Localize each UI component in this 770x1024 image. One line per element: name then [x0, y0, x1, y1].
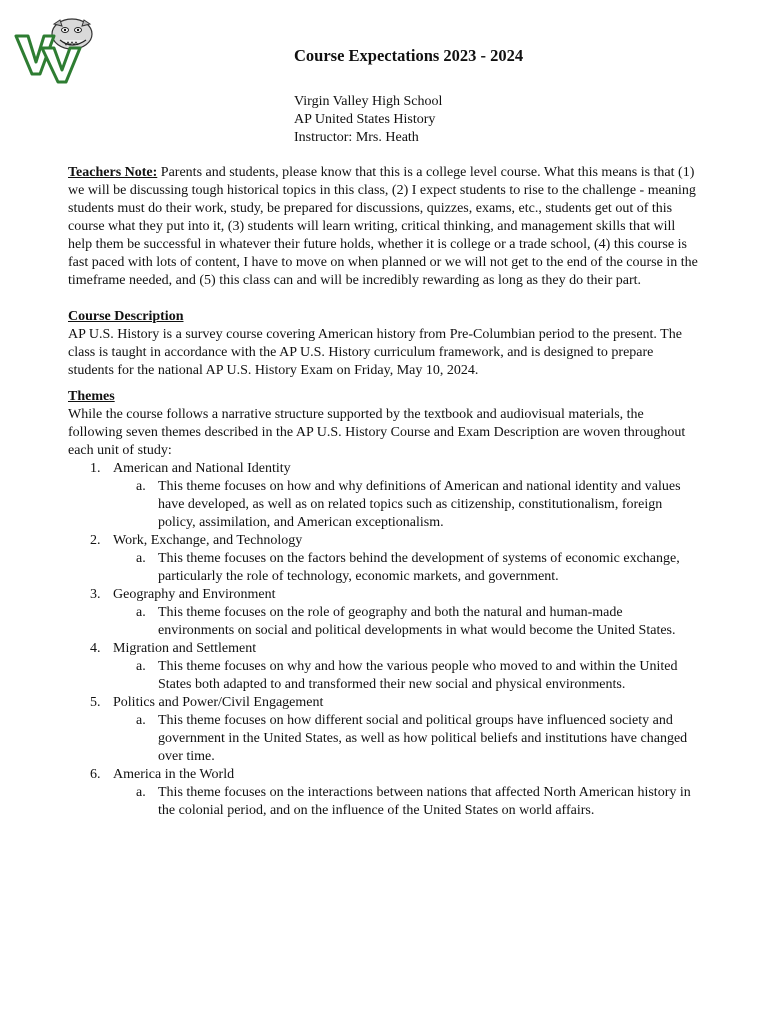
list-letter: a.	[136, 479, 146, 494]
course-description-heading: Course Description	[68, 309, 184, 324]
course-description-text: AP U.S. History is a survey course covering American history from Pre-Columbian period to the present. The class is taught in accordance with the AP U.S. History curriculum framework, and is designed to prepare students for the national AP U.S. History Exam on Friday, May 10, 2024.	[68, 327, 682, 378]
course-info-block	[294, 93, 442, 147]
theme-description: This theme focuses on how different social and political groups have influenced society and government in the United States, as well as how political beliefs and institutions have changed over time.	[158, 713, 688, 764]
sub-list-item	[68, 478, 700, 532]
list-number: 2.	[90, 533, 101, 548]
list-letter: a.	[136, 605, 146, 620]
document-title: Course Expectations 2023 - 2024	[294, 46, 524, 65]
theme-title: Politics and Power/Civil Engagement	[113, 695, 324, 710]
theme-description: This theme focuses on the interactions between nations that affected North American history in the colonial period, and on the influence of the United States on world affairs.	[158, 785, 691, 818]
list-number: 1.	[90, 461, 101, 476]
theme-title: American and National Identity	[113, 461, 291, 476]
sub-list-item	[68, 712, 700, 766]
school-logo	[14, 14, 98, 84]
list-item	[68, 460, 700, 478]
list-letter: a.	[136, 659, 146, 674]
sub-list-item	[68, 658, 700, 694]
sub-list-item	[68, 784, 700, 820]
list-letter: a.	[136, 785, 146, 800]
theme-title: Migration and Settlement	[113, 641, 257, 656]
instructor-name: Instructor: Mrs. Heath	[294, 130, 419, 145]
teachers-note-label: Teachers Note:	[68, 165, 158, 180]
list-number: 3.	[90, 587, 101, 602]
theme-description: This theme focuses on the factors behind the development of systems of economic exchange, particularly the role of technology, economic markets, and government.	[158, 551, 680, 584]
teachers-note-text: Parents and students, please know that this is a college level course. What this means is that (1) we will be discussing tough historical topics in this class, (2) I expect students to rise to the challenge - meaning students must do their work, study, be prepared for discussions, quizzes, exams, etc., students get out of this course what they put into it, (3) students will learn writing, critical thinking, and management skills that will help them be successful in whatever their future holds, whether it is college or a trade school, (4) this course is fast paced with lots of content, I have to move on when planned or we will not get to the end of the course in the timeframe needed, and (5) this class can and will be incredibly rewarding as long as they do their part.	[68, 165, 698, 288]
school-name: Virgin Valley High School	[294, 94, 443, 109]
list-item	[68, 766, 700, 784]
theme-title: Work, Exchange, and Technology	[113, 533, 303, 548]
sub-list-item	[68, 604, 700, 640]
list-number: 4.	[90, 641, 101, 656]
themes-heading: Themes	[68, 389, 115, 404]
list-item	[68, 694, 700, 712]
list-number: 6.	[90, 767, 101, 782]
bulldog-vv-logo-icon	[14, 14, 98, 84]
theme-title: Geography and Environment	[113, 587, 276, 602]
teachers-note	[68, 164, 700, 290]
list-number: 5.	[90, 695, 101, 710]
sub-list-item	[68, 550, 700, 586]
course-name: AP United States History	[294, 112, 436, 127]
list-letter: a.	[136, 713, 146, 728]
list-item	[68, 532, 700, 550]
theme-title: America in the World	[113, 767, 235, 782]
list-letter: a.	[136, 551, 146, 566]
theme-description: This theme focuses on how and why definitions of American and national identity and values have developed, as well as on related topics such as citizenship, constitutionalism, foreign policy, assimilation, and American exceptionalism.	[158, 479, 681, 530]
theme-description: This theme focuses on why and how the various people who moved to and within the United States both adapted to and transformed their new social and physical environments.	[158, 659, 678, 692]
list-item	[68, 586, 700, 604]
theme-description: This theme focuses on the role of geography and both the natural and human-made environments on social and political developments in what would become the United States.	[158, 605, 676, 638]
themes-list	[68, 460, 700, 820]
list-item	[68, 640, 700, 658]
document-body	[68, 164, 700, 820]
themes-intro: While the course follows a narrative structure supported by the textbook and audiovisual materials, the following seven themes described in the AP U.S. History Course and Exam Description are woven throughout each unit of study:	[68, 407, 686, 458]
